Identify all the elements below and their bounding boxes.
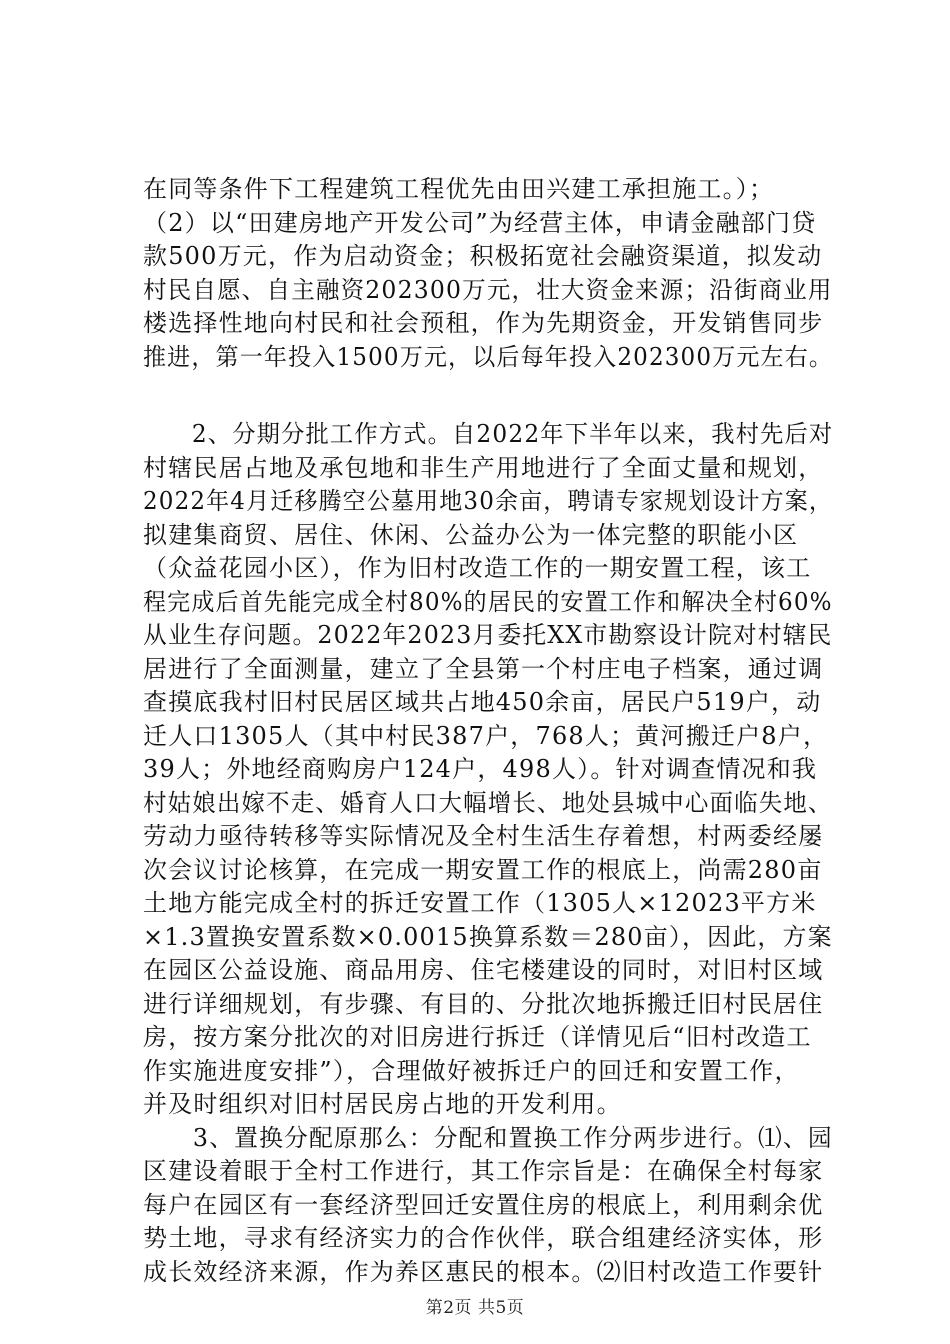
text-line: 居进行了全面测量，建立了全县第一个村庄电子档案，通过调 bbox=[143, 654, 824, 683]
text-line: 3、置换分配原那么：分配和置换工作分两步进行。⑴、园 bbox=[143, 1123, 833, 1152]
text-line: 劳动力亟待转移等实际情况及全村生活生存着想，村两委经屡 bbox=[143, 822, 824, 850]
text-line: 迁人口1305人（其中村民387户，768人；黄河搬迁户8户， bbox=[143, 721, 829, 750]
text-line: 势土地，寻求有经济实力的合作伙伴，联合组建经济实体，形 bbox=[143, 1224, 824, 1252]
text-line: 2022年4月迁移腾空公墓用地30余亩，聘请专家规划设计方案， bbox=[143, 487, 834, 515]
text-line: 查摸底我村旧村民居区域共占地450余亩，居民户519户，动 bbox=[143, 688, 822, 716]
paragraph-1 bbox=[143, 173, 833, 374]
text-line: 成长效经济来源，作为养区惠民的根本。⑵旧村改造工作要针 bbox=[143, 1257, 824, 1286]
text-line: 土地方能完成全村的拆迁安置工作（1305人×12023平方米 bbox=[143, 889, 817, 917]
text-line: 作实施进度安排”），合理做好被拆迁户的回迁和安置工作， bbox=[143, 1056, 800, 1085]
paragraph-gap bbox=[143, 374, 833, 418]
text-line: ×1.3置换安置系数×0.0015换算系数＝280亩），因此，方案 bbox=[143, 922, 833, 951]
text-line: 次会议讨论核算，在完成一期安置工作的根底上，尚需280亩 bbox=[143, 855, 823, 884]
text-line: 拟建集商贸、居住、休闲、公益办公为一体完整的职能小区 bbox=[143, 520, 799, 549]
text-line: 在同等条件下工程建筑工程优先由田兴建工承担施工。）； bbox=[143, 175, 775, 203]
paragraph-3 bbox=[143, 1122, 833, 1290]
text-line: 房，按方案分批次的对旧房进行拆迁（详情见后“旧村改造工 bbox=[143, 1023, 812, 1051]
text-line: 区建设着眼于全村工作进行，其工作宗旨是：在确保全村每家 bbox=[143, 1157, 824, 1185]
text-line: 进行详细规划，有步骤、有目的、分批次地拆搬迁旧村民居住 bbox=[143, 989, 824, 1018]
page-footer bbox=[0, 1293, 950, 1318]
paragraph-2 bbox=[143, 418, 833, 1122]
text-line: （众益花园小区），作为旧村改造工作的一期安置工程，该工 bbox=[143, 554, 812, 582]
text-line: 并及时组织对旧村居民房占地的开发利用。 bbox=[143, 1090, 622, 1118]
page-number: 第2页 共5页 bbox=[425, 1298, 525, 1318]
text-line: 村民自愿、自主融资202300万元，壮大资金来源；沿街商业用 bbox=[143, 275, 833, 304]
text-line: 村辖民居占地及承包地和非生产用地进行了全面丈量和规划， bbox=[143, 453, 824, 482]
text-line: 村姑娘出嫁不走、婚育人口大幅增长、地处县城中心面临失地、 bbox=[143, 788, 833, 817]
text-line: 39人；外地经商购房户124户，498人）。针对调查情况和我 bbox=[143, 755, 818, 783]
text-line: 楼选择性地向村民和社会预租，作为先期资金，开发销售同步 bbox=[143, 309, 824, 337]
text-line: （2）以“田建房地产开发公司”为经营主体，申请金融部门贷 bbox=[143, 208, 817, 237]
document-body bbox=[143, 173, 833, 1289]
text-line: 2、分期分批工作方式。自2022年下半年以来，我村先后对 bbox=[143, 420, 834, 448]
text-line: 从业生存问题。2022年2023月委托XX市勘察设计院对村辖民 bbox=[143, 621, 833, 649]
text-line: 每户在园区有一套经济型回迁安置住房的根底上，利用剩余优 bbox=[143, 1190, 824, 1219]
text-line: 在园区公益设施、商品用房、住宅楼建设的同时，对旧村区域 bbox=[143, 956, 824, 984]
text-line: 程完成后首先能完成全村80%的居民的安置工作和解决全村60% bbox=[143, 587, 833, 616]
text-line: 款500万元，作为启动资金；积极拓宽社会融资渠道，拟发动 bbox=[143, 242, 823, 270]
text-line: 推进，第一年投入1500万元，以后每年投入202300万元左右。 bbox=[143, 342, 834, 371]
